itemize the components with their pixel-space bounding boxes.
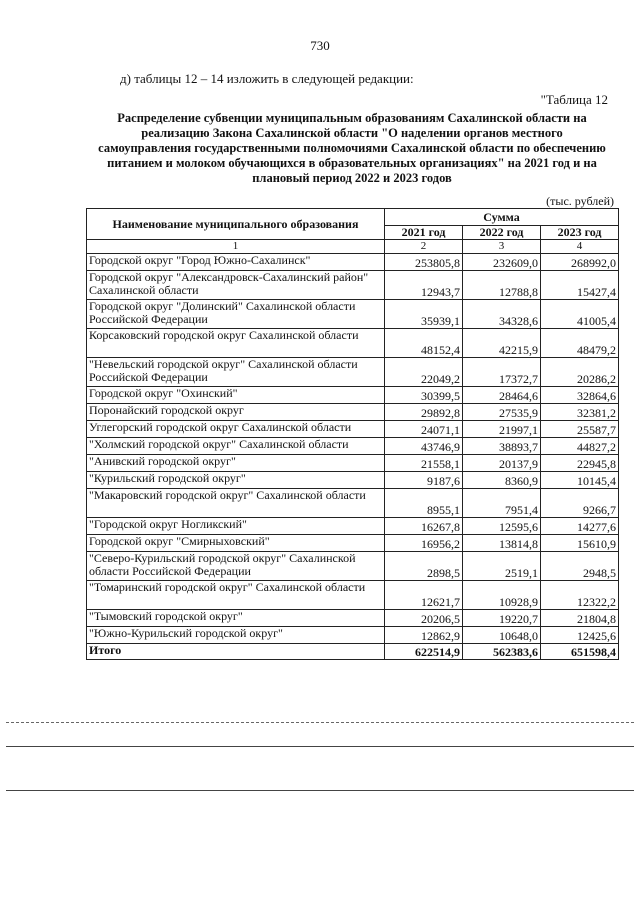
- page-number: 730: [310, 38, 330, 53]
- table-row: [87, 489, 619, 518]
- municipality-name: "Южно-Курильский городской округ": [87, 627, 385, 644]
- value-2022: 232609,0: [463, 254, 541, 271]
- value-2023: 44827,2: [541, 438, 619, 455]
- municipality-name: "Курильский городской округ": [87, 472, 385, 489]
- separator-line: [6, 722, 634, 723]
- total-label: Итого: [87, 644, 385, 660]
- value-2023: 48479,2: [541, 329, 619, 358]
- value-2023: 14277,6: [541, 518, 619, 535]
- table-row: [87, 404, 619, 421]
- table-row: [87, 329, 619, 358]
- value-2023: 32381,2: [541, 404, 619, 421]
- value-2023: 25587,7: [541, 421, 619, 438]
- value-2022: 19220,7: [463, 610, 541, 627]
- municipality-name: Углегорский городской округ Сахалинской области: [87, 421, 385, 438]
- value-2023: 22945,8: [541, 455, 619, 472]
- header-year-2022: 2022 год: [463, 226, 541, 240]
- column-number: 4: [541, 240, 619, 254]
- value-2021: 2898,5: [385, 552, 463, 581]
- municipality-name: "Холмский городской округ" Сахалинской области: [87, 438, 385, 455]
- municipality-name: "Анивский городской округ": [87, 455, 385, 472]
- value-2022: 12595,6: [463, 518, 541, 535]
- municipality-name: Корсаковский городской округ Сахалинской области: [87, 329, 385, 358]
- value-2022: 38893,7: [463, 438, 541, 455]
- value-2023: 10145,4: [541, 472, 619, 489]
- separator-line: [6, 746, 634, 747]
- value-2021: 16956,2: [385, 535, 463, 552]
- column-number: 3: [463, 240, 541, 254]
- table-row: [87, 455, 619, 472]
- value-2022: 42215,9: [463, 329, 541, 358]
- value-2022: 10928,9: [463, 581, 541, 610]
- municipality-name: "Невельский городской округ" Сахалинской области Российской Федерации: [87, 358, 385, 387]
- municipality-name: Городской округ "Смирныховский": [87, 535, 385, 552]
- value-2023: 41005,4: [541, 300, 619, 329]
- table-row: [87, 610, 619, 627]
- value-2022: 28464,6: [463, 387, 541, 404]
- value-2022: 17372,7: [463, 358, 541, 387]
- municipality-name: Поронайский городской округ: [87, 404, 385, 421]
- value-2023: 268992,0: [541, 254, 619, 271]
- value-2021: 30399,5: [385, 387, 463, 404]
- municipality-name: "Томаринский городской округ" Сахалинской области: [87, 581, 385, 610]
- value-2021: 12943,7: [385, 271, 463, 300]
- value-2023: 20286,2: [541, 358, 619, 387]
- value-2022: 2519,1: [463, 552, 541, 581]
- value-2022: 21997,1: [463, 421, 541, 438]
- column-number: 2: [385, 240, 463, 254]
- municipality-name: Городской округ "Город Южно-Сахалинск": [87, 254, 385, 271]
- value-2023: 9266,7: [541, 489, 619, 518]
- value-2022: 7951,4: [463, 489, 541, 518]
- table-row: [87, 535, 619, 552]
- value-2022: 27535,9: [463, 404, 541, 421]
- value-2023: 12322,2: [541, 581, 619, 610]
- header-year-2023: 2023 год: [541, 226, 619, 240]
- table-row: [87, 271, 619, 300]
- total-2023: 651598,4: [541, 644, 619, 660]
- intro-text: д) таблицы 12 – 14 изложить в следующей редакции:: [120, 71, 414, 86]
- municipality-name: Городской округ "Охинский": [87, 387, 385, 404]
- header-sum: Сумма: [385, 209, 619, 226]
- municipality-name: Городской округ "Долинский" Сахалинской области Российской Федерации: [87, 300, 385, 329]
- value-2022: 34328,6: [463, 300, 541, 329]
- table-row: [87, 358, 619, 387]
- value-2021: 12621,7: [385, 581, 463, 610]
- value-2023: 2948,5: [541, 552, 619, 581]
- value-2022: 13814,8: [463, 535, 541, 552]
- municipality-name: "Макаровский городской округ" Сахалинской области: [87, 489, 385, 518]
- value-2023: 32864,6: [541, 387, 619, 404]
- value-2021: 12862,9: [385, 627, 463, 644]
- value-2023: 21804,8: [541, 610, 619, 627]
- value-2023: 15427,4: [541, 271, 619, 300]
- header-municipality: Наименование муниципального образования: [87, 209, 385, 240]
- value-2021: 9187,6: [385, 472, 463, 489]
- value-2021: 20206,5: [385, 610, 463, 627]
- table-row: [87, 518, 619, 535]
- units-label: (тыс. рублей): [546, 194, 614, 208]
- total-2022: 562383,6: [463, 644, 541, 660]
- table-row: [87, 421, 619, 438]
- municipality-name: "Тымовский городской округ": [87, 610, 385, 627]
- value-2021: 29892,8: [385, 404, 463, 421]
- value-2022: 8360,9: [463, 472, 541, 489]
- value-2021: 8955,1: [385, 489, 463, 518]
- column-number: 1: [87, 240, 385, 254]
- value-2021: 35939,1: [385, 300, 463, 329]
- value-2021: 43746,9: [385, 438, 463, 455]
- table-title: Распределение субвенции муниципальным образованиям Сахалинской области на реализацию Закона Сахалинской области "О наделении органов местного самоуправления государственными полномочиями Сахалинской области по обеспечению питанием и молоком обучающихся в образовательных организациях" на 2021 год и на плановый период 2022 и 2023 годов: [98, 111, 606, 185]
- separator-line: [6, 790, 634, 791]
- total-2021: 622514,9: [385, 644, 463, 660]
- municipality-name: "Северо-Курильский городской округ" Сахалинской области Российской Федерации: [87, 552, 385, 581]
- subsidy-table: [86, 208, 619, 660]
- table-row: [87, 254, 619, 271]
- table-row: [87, 300, 619, 329]
- value-2021: 22049,2: [385, 358, 463, 387]
- table-reference: "Таблица 12: [540, 92, 608, 107]
- total-row: [87, 644, 619, 660]
- value-2021: 16267,8: [385, 518, 463, 535]
- value-2023: 12425,6: [541, 627, 619, 644]
- value-2021: 253805,8: [385, 254, 463, 271]
- value-2021: 21558,1: [385, 455, 463, 472]
- value-2021: 24071,1: [385, 421, 463, 438]
- table-row: [87, 627, 619, 644]
- table-row: [87, 472, 619, 489]
- value-2023: 15610,9: [541, 535, 619, 552]
- municipality-name: Городской округ "Александровск-Сахалинский район" Сахалинской области: [87, 271, 385, 300]
- table-row: [87, 438, 619, 455]
- header-year-2021: 2021 год: [385, 226, 463, 240]
- table-row: [87, 552, 619, 581]
- table-row: [87, 387, 619, 404]
- value-2022: 10648,0: [463, 627, 541, 644]
- value-2022: 20137,9: [463, 455, 541, 472]
- municipality-name: "Городской округ Ногликский": [87, 518, 385, 535]
- table-row: [87, 581, 619, 610]
- value-2021: 48152,4: [385, 329, 463, 358]
- value-2022: 12788,8: [463, 271, 541, 300]
